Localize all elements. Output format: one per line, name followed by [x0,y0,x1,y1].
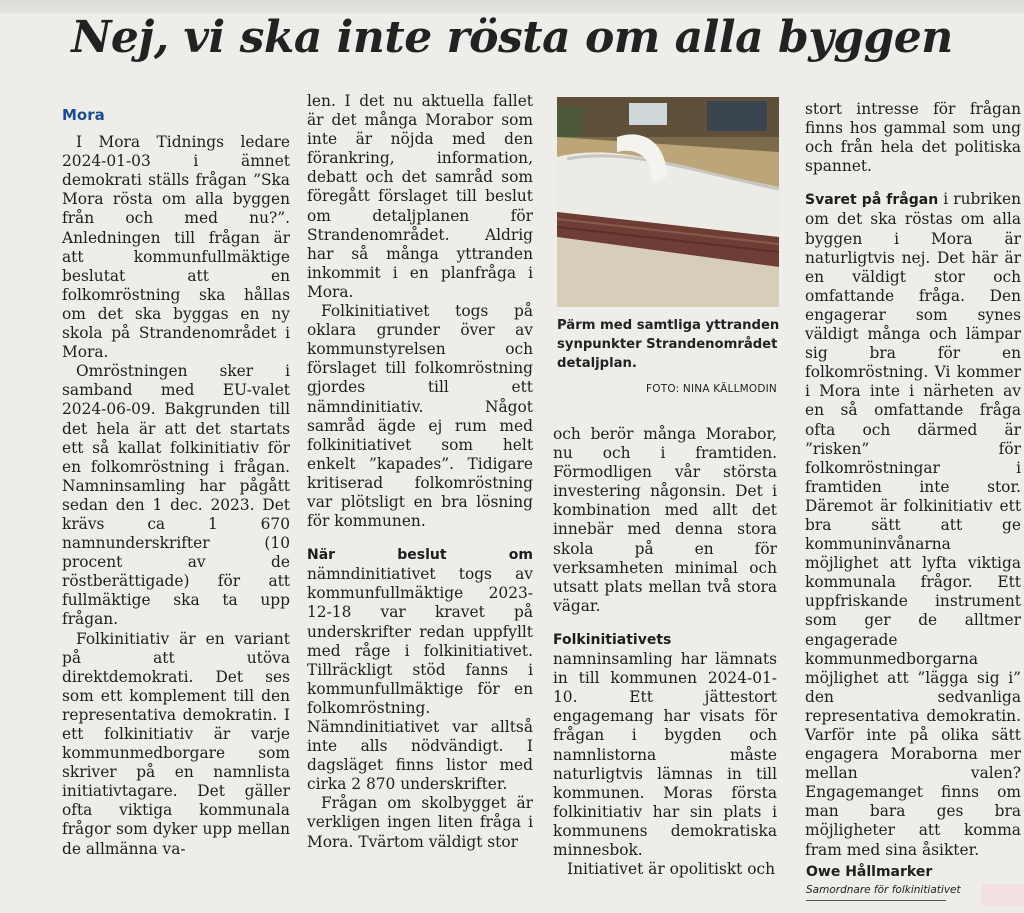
paragraph: Folkinitiativ är en variant på att utöva direktdemokrati. Det ses som ett komplement till den representativa demokratin. I ett folkinitiativ är varje kommunmedborgare som skriver på en namnlista initiativtagare. Det gäller ofta viktiga kommunala frågor som dyker upp mellan de allmänna va- [62,629,290,858]
photo-caption: Pärm med samtliga yttranden synpunkter Strandenområdet detaljplan. [557,318,780,371]
paragraph: I Mora Tidnings ledare 2024-01-03 i ämnet demokrati ställs frågan ”Ska Mora rösta om alla byggen från och med nu?”. Anledningen till frågan är att kommunfullmäktige beslutat att en folkomröstning ska hållas om det ska byggas en ny skola på Strandenområdet i Mora. [62,133,290,362]
paragraph: Omröstningen sker i samband med EU-valet 2024-06-09. Bakgrunden till det hela är att det startats ett så kallat folkinitiativ för en folkomröstning i frågan. Namninsamling har pågått sedan den 1 dec. 2023. Det krävs ca 1 670 namnunderskrifter (10 procent av de röstberättigade) för att fullmäktige ska ta upp frågan. [62,362,290,629]
paragraph: och berör många Morabor, nu och i framtiden. Förmodligen vår största investering någonsin. Det i kombination med allt det innebär med denna stora skola på en för verksamheten minimal och utsatt plats mellan två stora vägar. [553,425,777,615]
paragraph: Frågan om skolbygget är verkligen ingen liten fråga i Mora. Tvärtom väldigt stor [307,794,533,851]
column-2 [307,92,533,852]
headline: Nej, vi ska inte rösta om alla byggen [71,12,953,63]
paragraph-lead: Folkinitiativets [553,631,672,648]
paragraph: len. I det nu aktuella fallet är det många Morabor som inte är nöjda med den förankring, information, debatt och det samråd som föregått förslaget till beslut om detaljplanen för Strandenområdet. Aldrig har så många yttranden inkommit i en planfråga i Mora. [307,92,533,301]
author-divider [806,900,946,901]
column-4 [805,100,1021,860]
column-1 [62,106,290,859]
photo-credit: FOTO: NINA KÄLLMODIN [646,383,777,395]
paragraph: stort intresse för frågan finns hos gammal som ung och från hela det politiska spannet. [805,100,1021,176]
paragraph-lead: Svaret på frågan [805,192,939,209]
author-role: Samordnare för folkinitiativet [806,884,961,896]
author-name: Owe Hållmarker [806,864,933,880]
paragraph-lead: När beslut om [307,547,533,564]
paragraph: Svaret på frågan i rubriken om det ska röstas om alla byggen i Mora är naturligtvis nej. Det här är en väldigt stor och omfattande fråga. Den engagerar som synes väldigt många och lämpar sig bra för en folkomröstning. Vi kommer i Mora inte i närheten av en så omfattande fråga ofta och därmed är ”risken” för folkomröstningar i framtiden inte stor. Däremot är folkinitiativ ett bra sätt att ge kommuninvånarna möjlighet att lyfta viktiga kommunala frågor. Ett uppfriskande instrument som ger de alltmer engagerade kommunmedborgarna möjlighet att ”lägga sig i” den sedvanliga representativa demokratin. Varför inte på olika sätt engagera Moraborna mer mellan valen? Engagemanget finns om man bara ges bra möjligheter att komma fram med sina åsikter. [805,190,1021,859]
section-kicker: Mora [62,106,105,124]
paragraph: Folkinitiativet togs på oklara grunder över av kommunstyrelsen och förslaget till folkomröstning gjordes till ett nämndinitiativ. Något samråd ägde ej rum med folkinitiativet som helt enkelt ”kapades”. Tidigare kritiserad folkomröstning var plötsligt en bra lösning för kommunen. [307,302,533,531]
article-photo [557,97,779,307]
paragraph: Initiativet är opolitiskt och [567,860,776,879]
binder-photo [557,97,779,307]
column-3 [553,425,777,879]
paper-mark [982,884,1024,906]
paragraph: Folkinitiativets namninsamling har lämnats in till kommunen 2024-01-10. Ett jättestort engagemang har visats för frågan i bygden och namnlistorna måste naturligtvis lämnas in till kommunen. Moras första folkinitiativ har sin plats i kommunens demokratiska minnesbok. [553,631,777,859]
paragraph: När beslut om nämndinitiativet togs av kommunfullmäktige 2023-12-18 var kravet på underskrifter redan uppfyllt med råge i folkinitiativet. Tillräckligt stöd fanns i kommunfullmäktige för en folkomröstning. Nämndinitiativet var alltså inte alls nödvändigt. I dagsläget finns listor med cirka 2 870 underskrifter. [307,547,533,794]
